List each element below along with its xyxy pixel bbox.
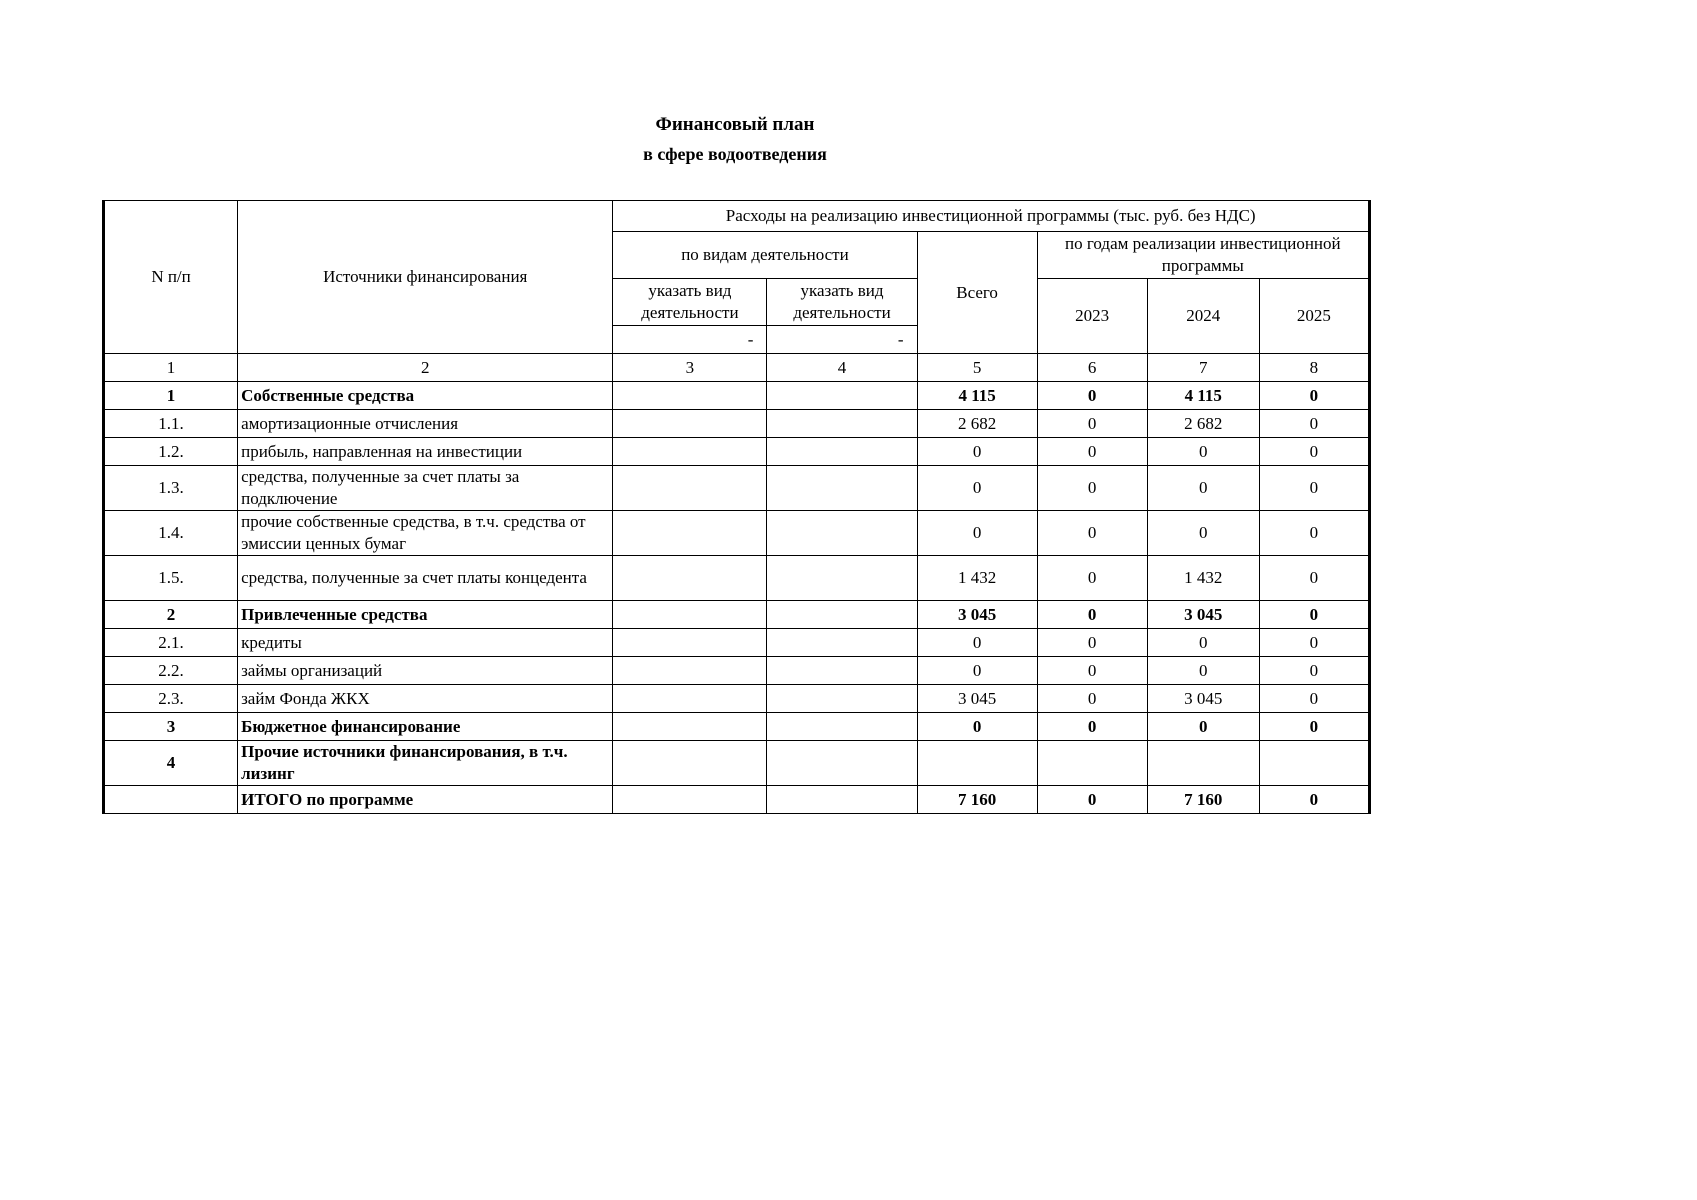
row-value-2023: 0: [1037, 713, 1147, 741]
row-number: 1.3.: [104, 466, 238, 511]
header-activity-b: указать вид деятельности: [767, 279, 917, 326]
row-value-2023: 0: [1037, 601, 1147, 629]
col-number-4: 4: [767, 354, 917, 382]
row-value-2023: 0: [1037, 657, 1147, 685]
row-value-2025: [1259, 741, 1369, 786]
row-total: 7 160: [917, 786, 1037, 814]
row-number: 1.2.: [104, 438, 238, 466]
col-number-3: 3: [613, 354, 767, 382]
row-activity-a: [613, 438, 767, 466]
row-activity-a: [613, 511, 767, 556]
row-value-2025: 0: [1259, 629, 1369, 657]
header-source: Источники финансирования: [238, 201, 613, 354]
row-activity-b: [767, 657, 917, 685]
row-activity-b: [767, 629, 917, 657]
header-year-2025: 2025: [1259, 279, 1369, 354]
table-row: [104, 556, 1370, 601]
table-row: [104, 629, 1370, 657]
col-number-5: 5: [917, 354, 1037, 382]
row-activity-a: [613, 685, 767, 713]
header-year-2024: 2024: [1147, 279, 1259, 354]
table-row: [104, 786, 1370, 814]
header-dash-b: -: [767, 326, 917, 354]
row-activity-a: [613, 713, 767, 741]
table-row: [104, 511, 1370, 556]
header-by-activity: по видам деятельности: [613, 232, 917, 279]
row-value-2024: 2 682: [1147, 410, 1259, 438]
row-activity-b: [767, 786, 917, 814]
row-value-2025: 0: [1259, 601, 1369, 629]
row-value-2024: 0: [1147, 438, 1259, 466]
row-number: 2.2.: [104, 657, 238, 685]
header-dash-a: -: [613, 326, 767, 354]
row-activity-a: [613, 466, 767, 511]
row-value-2025: 0: [1259, 410, 1369, 438]
row-value-2023: 0: [1037, 511, 1147, 556]
row-activity-a: [613, 410, 767, 438]
document-title: Финансовый план: [655, 114, 815, 135]
row-activity-b: [767, 382, 917, 410]
row-activity-a: [613, 657, 767, 685]
row-number: 1.4.: [104, 511, 238, 556]
row-value-2025: 0: [1259, 685, 1369, 713]
row-value-2023: [1037, 741, 1147, 786]
row-total: 2 682: [917, 410, 1037, 438]
table-row: [104, 410, 1370, 438]
row-value-2025: 0: [1259, 382, 1369, 410]
financial-plan-table: [102, 200, 1371, 814]
table-row: [104, 713, 1370, 741]
row-activity-a: [613, 382, 767, 410]
row-value-2023: 0: [1037, 629, 1147, 657]
row-source-name: займы организаций: [238, 657, 613, 685]
row-source-name: займ Фонда ЖКХ: [238, 685, 613, 713]
row-value-2024: 3 045: [1147, 601, 1259, 629]
row-number: 1: [104, 382, 238, 410]
row-source-name: средства, полученные за счет платы концедента: [238, 556, 613, 601]
document-subtitle: в сфере водоотведения: [643, 144, 827, 164]
col-number-2: 2: [238, 354, 613, 382]
row-activity-a: [613, 556, 767, 601]
row-number: 1.5.: [104, 556, 238, 601]
row-total: 0: [917, 466, 1037, 511]
table-row: [104, 438, 1370, 466]
row-total: 4 115: [917, 382, 1037, 410]
row-source-name: Бюджетное финансирование: [238, 713, 613, 741]
row-value-2023: 0: [1037, 382, 1147, 410]
row-total: 3 045: [917, 685, 1037, 713]
table-row: [104, 685, 1370, 713]
row-activity-a: [613, 786, 767, 814]
row-activity-a: [613, 601, 767, 629]
col-number-7: 7: [1147, 354, 1259, 382]
row-number: [104, 786, 238, 814]
header-year-2023: 2023: [1037, 279, 1147, 354]
row-total: 0: [917, 657, 1037, 685]
row-total: 0: [917, 629, 1037, 657]
table-row: [104, 382, 1370, 410]
row-value-2024: 7 160: [1147, 786, 1259, 814]
header-expenses: Расходы на реализацию инвестиционной программы (тыс. руб. без НДС): [613, 201, 1370, 232]
row-activity-b: [767, 466, 917, 511]
row-value-2023: 0: [1037, 556, 1147, 601]
row-value-2024: 0: [1147, 466, 1259, 511]
row-source-name: ИТОГО по программе: [238, 786, 613, 814]
row-source-name: Прочие источники финансирования, в т.ч. лизинг: [238, 741, 613, 786]
col-number-1: 1: [104, 354, 238, 382]
row-value-2024: 0: [1147, 713, 1259, 741]
row-activity-a: [613, 741, 767, 786]
row-source-name: прочие собственные средства, в т.ч. средства от эмиссии ценных бумаг: [238, 511, 613, 556]
row-activity-b: [767, 511, 917, 556]
row-activity-b: [767, 713, 917, 741]
row-value-2023: 0: [1037, 410, 1147, 438]
row-value-2023: 0: [1037, 438, 1147, 466]
row-number: 4: [104, 741, 238, 786]
row-source-name: прибыль, направленная на инвестиции: [238, 438, 613, 466]
row-value-2024: 3 045: [1147, 685, 1259, 713]
row-total: 0: [917, 511, 1037, 556]
row-value-2024: 0: [1147, 657, 1259, 685]
row-value-2024: 0: [1147, 629, 1259, 657]
table-row: [104, 657, 1370, 685]
row-number: 2.3.: [104, 685, 238, 713]
row-activity-b: [767, 438, 917, 466]
row-activity-b: [767, 410, 917, 438]
header-activity-a: указать вид деятельности: [613, 279, 767, 326]
row-value-2024: [1147, 741, 1259, 786]
row-total: 1 432: [917, 556, 1037, 601]
col-number-8: 8: [1259, 354, 1369, 382]
row-source-name: кредиты: [238, 629, 613, 657]
row-value-2024: 1 432: [1147, 556, 1259, 601]
row-total: 0: [917, 713, 1037, 741]
table-row: [104, 466, 1370, 511]
row-activity-b: [767, 685, 917, 713]
row-value-2025: 0: [1259, 511, 1369, 556]
row-value-2023: 0: [1037, 466, 1147, 511]
row-activity-b: [767, 601, 917, 629]
row-source-name: амортизационные отчисления: [238, 410, 613, 438]
row-source-name: Привлеченные средства: [238, 601, 613, 629]
row-total: 0: [917, 438, 1037, 466]
row-source-name: Собственные средства: [238, 382, 613, 410]
row-value-2025: 0: [1259, 466, 1369, 511]
row-value-2025: 0: [1259, 786, 1369, 814]
row-value-2024: 4 115: [1147, 382, 1259, 410]
row-activity-a: [613, 629, 767, 657]
row-total: [917, 741, 1037, 786]
row-number: 3: [104, 713, 238, 741]
row-value-2025: 0: [1259, 657, 1369, 685]
row-value-2024: 0: [1147, 511, 1259, 556]
table-row: [104, 741, 1370, 786]
row-total: 3 045: [917, 601, 1037, 629]
row-value-2025: 0: [1259, 438, 1369, 466]
row-number: 1.1.: [104, 410, 238, 438]
header-n: N п/п: [104, 201, 238, 354]
header-by-years: по годам реализации инвестиционной программы: [1037, 232, 1369, 279]
row-source-name: средства, полученные за счет платы за подключение: [238, 466, 613, 511]
row-activity-b: [767, 556, 917, 601]
header-total: Всего: [917, 232, 1037, 354]
row-number: 2: [104, 601, 238, 629]
row-value-2025: 0: [1259, 713, 1369, 741]
row-value-2023: 0: [1037, 786, 1147, 814]
row-value-2025: 0: [1259, 556, 1369, 601]
row-number: 2.1.: [104, 629, 238, 657]
row-value-2023: 0: [1037, 685, 1147, 713]
row-activity-b: [767, 741, 917, 786]
col-number-6: 6: [1037, 354, 1147, 382]
table-row: [104, 601, 1370, 629]
